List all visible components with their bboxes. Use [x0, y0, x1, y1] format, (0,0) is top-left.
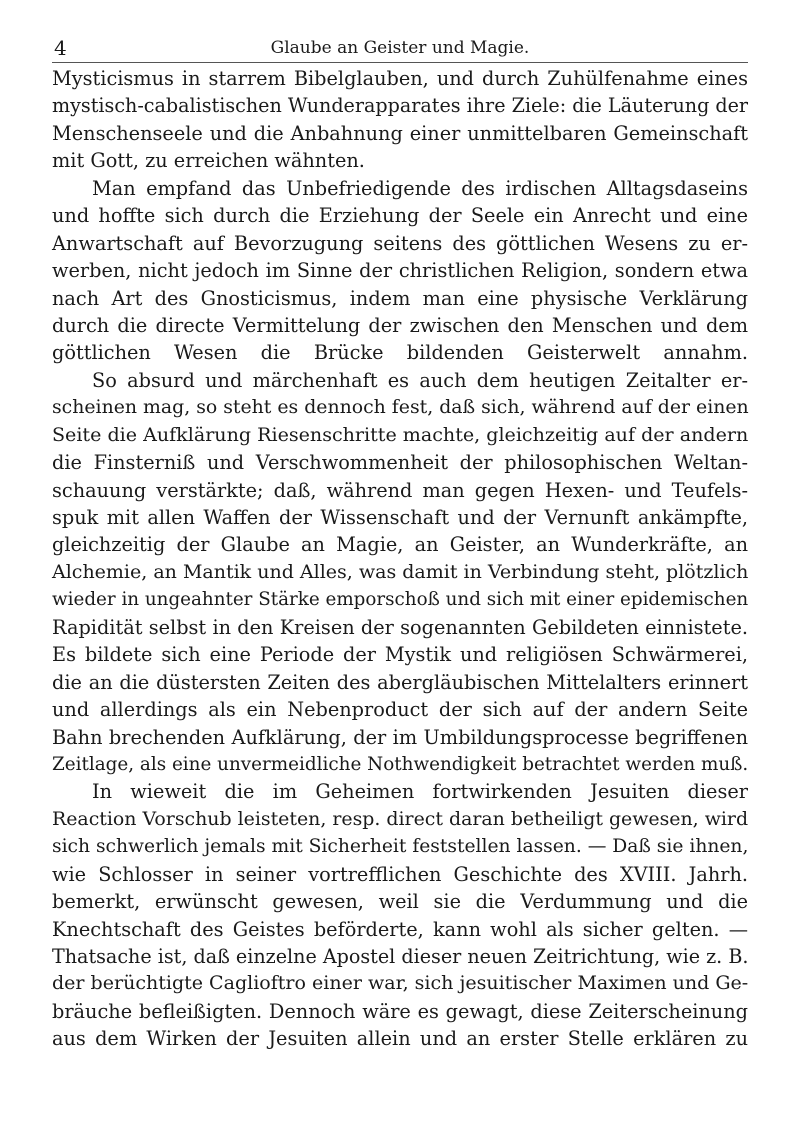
text-line: nach Art des Gnosticismus, indem man eine physische Verklärung	[52, 286, 748, 310]
text-line: In wieweit die im Geheimen fortwirkenden Jesuiten dieser	[92, 780, 748, 804]
running-head	[52, 26, 748, 63]
text-line: Rapidität selbst in den Kreisen der sogenannten Gebildeten einnistete.	[52, 615, 748, 639]
text-line: So absurd und märchenhaft es auch dem heutigen Zeitalter er-	[92, 368, 748, 392]
text-line: durch die directe Vermittelung der zwischen den Menschen und dem	[52, 313, 748, 337]
text-line: göttlichen Wesen die Brücke bildenden Geisterwelt annahm.	[52, 341, 748, 365]
text-line: Seite die Aufklärung Riesenschritte machte, gleichzeitig auf der andern	[52, 423, 749, 446]
text-line: scheinen mag, so steht es dennoch fest, daß sich, während auf der einen	[52, 396, 749, 419]
text-line: wie Schlosser in seiner vortrefflichen Geschichte des XVIII. Jahrh.	[52, 862, 748, 886]
text-line: mit Gott, zu erreichen wähnten.	[52, 149, 365, 173]
text-line: mystisch-cabalistischen Wunderapparates ihre Ziele: die Läuterung der	[52, 94, 749, 118]
text-line: Mysticismus in starrem Bibelglauben, und durch Zuhülfenahme eines	[52, 67, 748, 90]
text-line: Zeitlage, als eine unvermeidliche Nothwendigkeit betrachtet werden muß.	[52, 753, 749, 775]
text-line: spuk mit allen Waffen der Wissenschaft und der Vernunft ankämpfte,	[52, 506, 748, 529]
text-line: Knechtschaft des Geistes beförderte, kann wohl als sicher gelten. —	[52, 917, 748, 941]
text-line: wieder in ungeahnter Stärke emporschoß und sich mit einer epidemischen	[52, 589, 749, 611]
running-title: Glaube an Geister und Magie.	[270, 38, 530, 58]
text-line: Reaction Vorschub leisteten, resp. direct daran betheiligt gewesen, wird	[52, 807, 749, 830]
text-line: Alchemie, an Mantik und Alles, was damit in Verbindung steht, plötzlich	[52, 560, 749, 583]
text-line: Es bildete sich eine Periode der Mystik und religiösen Schwärmerei,	[52, 643, 748, 667]
text-line: die an die düstersten Zeiten des abergläubischen Mittelalters erinnert	[52, 670, 748, 694]
text-line: die Finsterniß und Verschwommenheit der philosophischen Weltan-	[52, 451, 748, 475]
text-line: und allerdings als ein Nebenproduct der sich auf der andern Seite	[52, 698, 748, 722]
text-line: gleichzeitig der Glaube an Magie, an Geister, an Wunderkräfte, an	[52, 533, 748, 557]
text-line: bräuche befleißigten. Dennoch wäre es gewagt, diese Zeiterscheinung	[52, 999, 748, 1023]
text-line: Menschenseele und die Anbahnung einer unmittelbaren Gemeinschaft	[52, 121, 748, 145]
body-text	[52, 65, 748, 1053]
page-number: 4	[54, 36, 67, 60]
text-line: werben, nicht jedoch im Sinne der christlichen Religion, sondern etwa	[52, 259, 748, 283]
text-line: Thatsache ist, daß einzelne Apostel dieser neuen Zeitrichtung, wie z. B.	[52, 945, 749, 968]
text-line: sich schwerlich jemals mit Sicherheit feststellen lassen. — Daß sie ihnen,	[52, 836, 749, 858]
book-page	[52, 26, 748, 1126]
text-line: der berüchtigte Caglioftro einer war, sich jesuitischer Maximen und Ge-	[52, 972, 749, 995]
text-line: bemerkt, erwünscht gewesen, weil sie die Verdummung und die	[52, 890, 748, 914]
text-line: Anwartschaft auf Bevorzugung seitens des göttlichen Wesens zu er-	[52, 231, 748, 255]
text-line: Man empfand das Unbefriedigende des irdischen Alltagsdaseins	[92, 176, 748, 200]
text-line: Bahn brechenden Aufklärung, der im Umbildungsprocesse begriffenen	[52, 725, 748, 749]
text-line: und hoffte sich durch die Erziehung der Seele ein Anrecht und eine	[52, 204, 748, 228]
text-line: schauung verstärkte; daß, während man gegen Hexen- und Teufels-	[52, 478, 748, 502]
text-line: aus dem Wirken der Jesuiten allein und an erster Stelle erklären zu	[52, 1027, 748, 1051]
